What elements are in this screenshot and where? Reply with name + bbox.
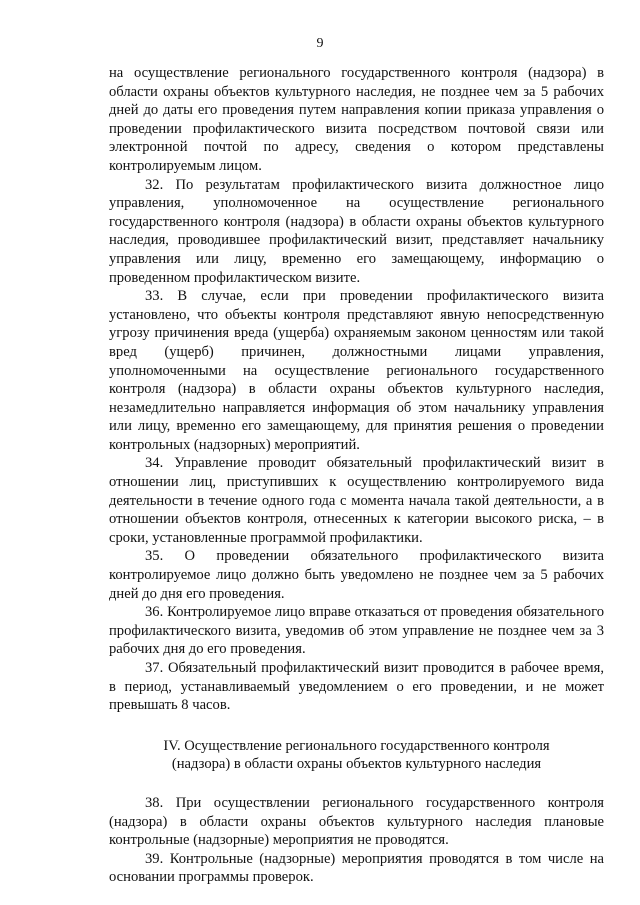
section-heading-line-1: IV. Осуществление регионального государственного контроля xyxy=(163,737,550,754)
paragraph-32: 32. По результатам профилактического визита должностное лицо управления, уполномоченное на осуществление регионального государственного контроля (надзора) в области охраны объектов культурного наследия, проводившее профилактический визит, представляет начальнику управления или лицу, временно его замещающему, информацию о проведенном профилактическом визите. xyxy=(109,176,604,286)
paragraph-39: 39. Контрольные (надзорные) мероприятия проводятся в том числе на основании программы проверок. xyxy=(109,850,604,886)
paragraph-35: 35. О проведении обязательного профилактического визита контролируемое лицо должно быть уведомлено не позднее чем за 5 рабочих дней до дня его проведения. xyxy=(109,548,604,602)
paragraph-38: 38. При осуществлении регионального государственного контроля (надзора) в области охраны объектов культурного наследия плановые контрольные (надзорные) мероприятия не проводятся. xyxy=(109,794,604,849)
paragraph-33: 33. В случае, если при проведении профилактического визита установлено, что объекты контроля представляют явную непосредственную угрозу причинения вреда (ущерба) охраняемым законом ценностям или такой вред (ущерб) причинен, должностными лицами управления, уполномоченными на осуществление регионального государственного контроля (надзора) в области охраны объектов культурного наследия, незамедлительно направляется информация об этом начальнику управления или лицу, временно его замещающему, для принятия решения о проведении контрольных (надзорных) мероприятий. xyxy=(109,288,604,453)
page-number: 9 xyxy=(316,36,324,51)
section-heading-line-2: (надзора) в области охраны объектов культурного наследия xyxy=(171,756,542,773)
paragraph-31-continuation: на осуществление регионального государственного контроля (надзора) в области охраны объектов культурного наследия, не позднее чем за 5 рабочих дней до даты его проведения путем направления копии приказа управления о проведении профилактического визита посредством почтовой связи или электронной почтой по адресу, сведения о котором представлены контролируемым лицом. xyxy=(109,65,604,174)
section-heading xyxy=(109,737,604,774)
paragraph-36: 36. Контролируемое лицо вправе отказаться от проведения обязательного профилактического визита, уведомив об этом управление не позднее чем за 3 рабочих дня до его проведения. xyxy=(109,604,604,658)
paragraph-34: 34. Управление проводит обязательный профилактический визит в отношении лиц, приступивших к осуществлению контролируемого вида деятельности в течение одного года с момента начала такой деятельности, а в отношении объектов контроля, отнесенных к категории высокого риска, – в сроки, установленные программой профилактики. xyxy=(109,455,604,546)
paragraph-37: 37. Обязательный профилактический визит проводится в рабочее время, в период, устанавливаемый уведомлением о его проведении, и не может превышать 8 часов. xyxy=(109,660,604,714)
document-body xyxy=(109,64,604,887)
